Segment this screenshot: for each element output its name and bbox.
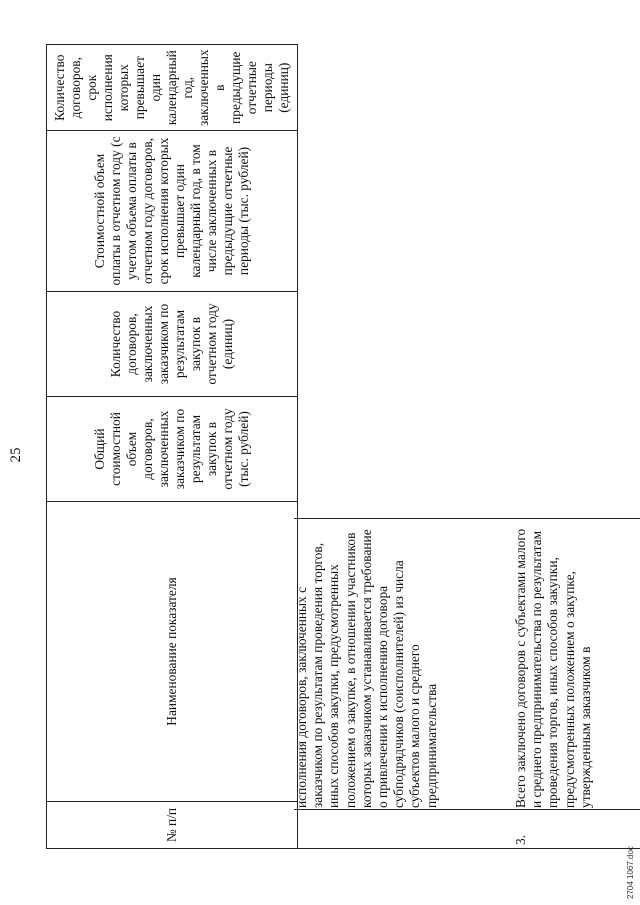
- document-code: 2704 1067.doc: [626, 846, 635, 899]
- header-number: № п/п: [47, 802, 298, 849]
- column-line: [294, 848, 640, 849]
- page-number: 25: [8, 447, 24, 463]
- row-number: 3.: [513, 834, 528, 845]
- table-row: [513, 523, 594, 845]
- header-long-contracts-count: Количество договоров, срок исполнения которых превышает один календарный год, заключенных в предыдущие отчетные периоды (единиц): [47, 45, 298, 131]
- indicator-table: [46, 44, 298, 849]
- header-indicator-name: Наименование показателя: [47, 502, 298, 802]
- table-header-row: [47, 45, 298, 849]
- header-contracts-count: Количество договоров, заключенных заказчиком по результатам закупок в отчетном году (единиц): [47, 292, 298, 397]
- header-total-value: Общий стоимостной объем договоров, заключенных заказчиком по результатам закупок в отчетном году (тыс. рублей): [47, 397, 298, 502]
- row-indicator-text: Всего заключено договоров с субъектами малого и среднего предпринимательства по результатам проведения торгов, иных способов закупки, предусмотренных положением о закупке, утвержденным заказчиком в: [513, 528, 593, 808]
- continued-indicator-text: исполнения договоров, заключенных с заказчиком по результатам проведения торгов, иных способов закупки, предусмотренных положением о закупке, в отношении участников которых заказчиком устанавливается требование о привлечении к исполнению договора субподрядчиков (соисполнителей) из числа субъектов малого и среднего предпринимательства: [294, 529, 439, 808]
- header-payment-value: Стоимостной объем оплаты в отчетном году (с учетом объема оплаты в отчетном году договоров, срок исполнения которых превышает один календарный год, в том числе заключенных в предыдущие отчетные периоды (тыс. рублей): [47, 131, 298, 292]
- column-line: [294, 518, 640, 519]
